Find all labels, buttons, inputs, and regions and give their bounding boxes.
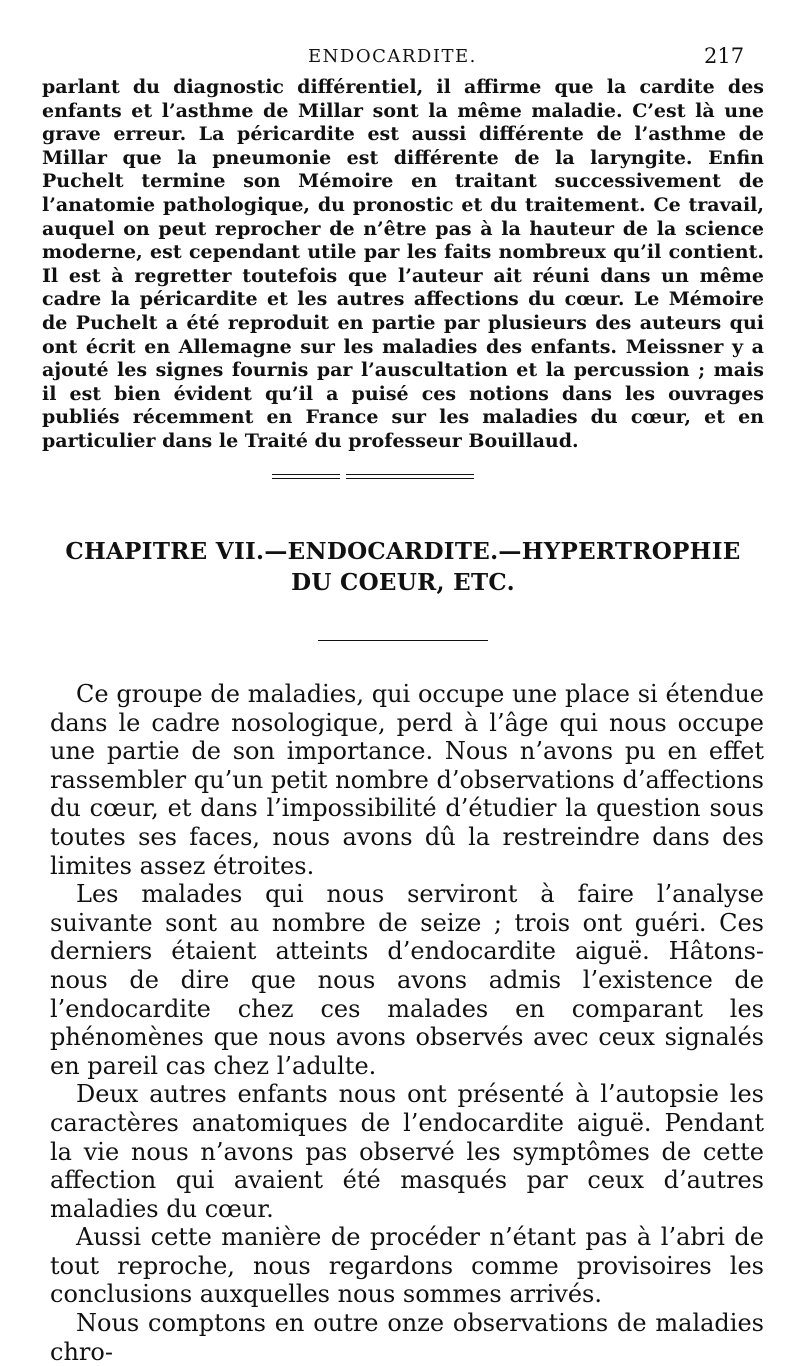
body-paragraph-2: Les malades qui nous serviront à faire l’analyse suivante sont au nombre de seize ; trois ont guéri. Ces derniers étaient atteints d’endocardite aiguë. Hâtons-nous de dire que nous avons admis l’existence de l’endocardite chez ces malades en comparant les phénomènes que nous avons observés avec ceux signalés en pareil cas chez l’adulte. — [50, 880, 764, 1080]
chapter-title: CHAPITRE VII.—ENDOCARDITE.—HYPERTROPHIE DU COEUR, ETC. — [65, 538, 741, 596]
section-divider-right — [346, 474, 474, 479]
section-divider-left — [272, 474, 340, 479]
body-paragraph-3: Deux autres enfants nous ont présenté à l’autopsie les caractères anatomiques de l’endocardite aiguë. Pendant la vie nous n’avons pas observé les symptômes de cette affection qui avaient été masqués par ceux d’autres maladies du cœur. — [50, 1080, 764, 1223]
running-title: ENDOCARDITE. — [308, 46, 477, 67]
page-number: 217 — [704, 44, 745, 68]
chapter-body — [50, 680, 764, 1366]
body-paragraph-5: Nous comptons en outre onze observations de maladies chro- — [50, 1309, 764, 1366]
body-paragraph-1: Ce groupe de maladies, qui occupe une place si étendue dans le cadre nosologique, perd à l’âge qui nous occupe une partie de son importance. Nous n’avons pu en effet rassembler qu’un petit nombre d’observations d’affections du cœur, et dans l’impossibilité d’étudier la question sous toutes ses faces, nous avons dû la restreindre dans des limites assez étroites. — [50, 680, 764, 880]
chapter-divider — [318, 640, 488, 641]
body-paragraph-4: Aussi cette manière de procéder n’étant pas à l’abri de tout reproche, nous regardons comme provisoires les conclusions auxquelles nous sommes arrivés. — [50, 1223, 764, 1309]
running-head — [0, 46, 800, 72]
previous-section-text — [42, 76, 764, 454]
top-paragraph: parlant du diagnostic différentiel, il affirme que la cardite des enfants et l’asthme de Millar sont la même maladie. C’est là une grave erreur. La péricardite est aussi différente de l’asthme de Millar que la pneumonie est différente de la laryngite. Enfin Puchelt termine son Mémoire en traitant successivement de l’anatomie pathologique, du pronostic et du traitement. Ce travail, auquel on peut reprocher de n’être pas à la hauteur de la science moderne, est cependant utile par les faits nombreux qu’il contient. Il est à regretter toutefois que l’auteur ait réuni dans un même cadre la péricardite et les autres affections du cœur. Le Mémoire de Puchelt a été reproduit en partie par plusieurs des auteurs qui ont écrit en Allemagne sur les maladies des enfants. Meissner y a ajouté les signes fournis par l’auscultation et la percussion ; mais il est bien évident qu’il a puisé ces notions dans les ouvrages publiés récemment en France sur les maladies du cœur, et en particulier dans le Traité du professeur Bouillaud. — [42, 76, 764, 452]
